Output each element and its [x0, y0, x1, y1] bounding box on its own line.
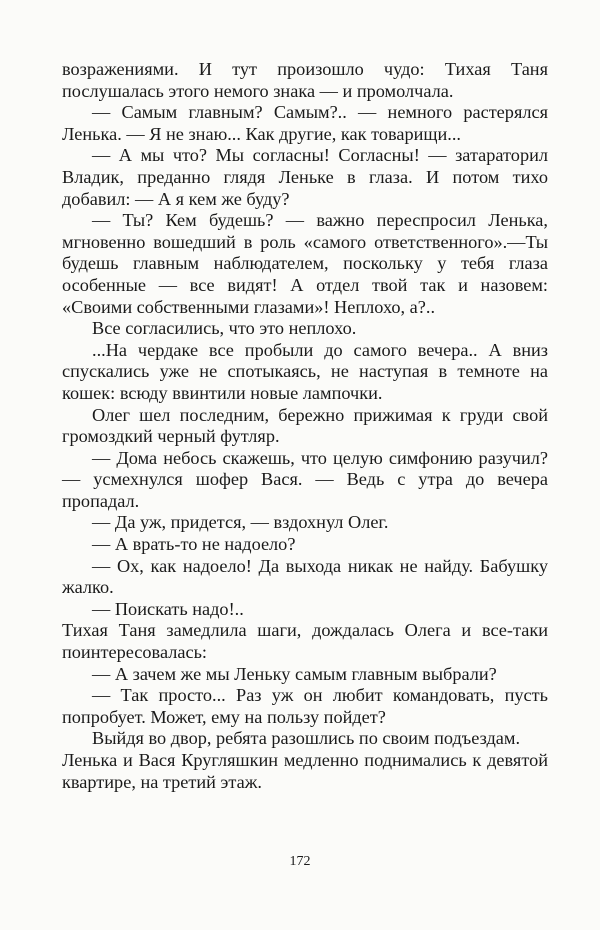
paragraph: — Дома небось скажешь, что целую симфонию разучил? — усмехнулся шофер Вася. — Ведь с утра до вечера пропадал.	[62, 447, 548, 511]
paragraph: Все согласились, что это неплохо.	[92, 318, 357, 339]
page-number: 172	[289, 854, 311, 869]
paragraph: Олег шел последним, бережно прижимая к груди свой громоздкий черный футляр.	[62, 404, 548, 447]
paragraph: — Ты? Кем будешь? — важно переспросил Ленька, мгновенно вошедший в роль «самого ответственного».—Ты будешь главным наблюдателем, поскольку у тебя глаза особенные — все видят! А отдел твой так и назовем: «Своими собственными глазами»! Неплохо, а?..	[62, 210, 548, 317]
paragraph: Тихая Таня замедлила шаги, дождалась Олега и все-таки поинтересовалась:	[62, 620, 548, 663]
paragraph: Ленька и Вася Кругляшкин медленно поднимались к девятой квартире, на третий этаж.	[62, 750, 548, 792]
paragraph: Выйдя во двор, ребята разошлись по своим подъездам.	[92, 728, 521, 749]
page-text	[62, 59, 548, 793]
paragraph: ...На чердаке все пробыли до самого вечера.. А вниз спускались уже не спотыкаясь, не наступая в темноте на кошек: всюду ввинтили новые лампочки.	[62, 339, 548, 403]
paragraph: — А мы что? Мы согласны! Согласны! — затараторил Владик, преданно глядя Леньке в глаза. И потом тихо добавил: — А я кем же буду?	[62, 145, 548, 209]
paragraph: — Поискать надо!..	[92, 598, 244, 619]
paragraph: — Так просто... Раз уж он любит командовать, пусть попробует. Может, ему на пользу пойдет?	[62, 685, 548, 727]
paragraph: — Самым главным? Самым?.. — немного растерялся Ленька. — Я не знаю... Как другие, как товарищи...	[62, 102, 548, 144]
paragraph: возражениями. И тут произошло чудо: Тихая Таня послушалась этого немого знака — и промолчала.	[62, 59, 548, 101]
paragraph: — Ох, как надоело! Да выхода никак не найду. Бабушку жалко.	[62, 555, 548, 598]
paragraph: — Да уж, придется, — вздохнул Олег.	[92, 512, 389, 533]
paragraph: — А врать-то не надоело?	[92, 534, 296, 555]
paragraph: — А зачем же мы Леньку самым главным выбрали?	[92, 663, 497, 684]
